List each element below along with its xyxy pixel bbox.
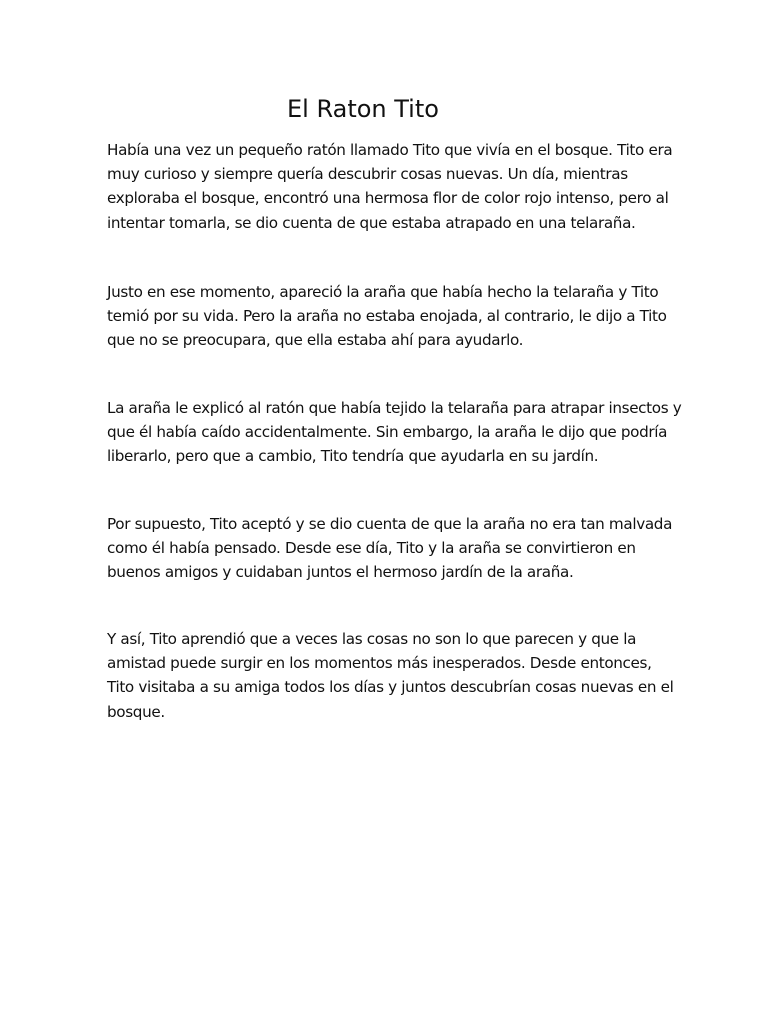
paragraph-line: Tito visitaba a su amiga todos los días y juntos descubrían cosas nuevas en el	[107, 678, 674, 697]
paragraph-line: que él había caído accidentalmente. Sin embargo, la araña le dijo que podría	[107, 423, 668, 442]
paragraph-line: temió por su vida. Pero la araña no estaba enojada, al contrario, le dijo a Tito	[107, 307, 667, 326]
paragraph-line: Había una vez un pequeño ratón llamado Tito que vivía en el bosque. Tito era	[107, 141, 673, 159]
paragraph-line: muy curioso y siempre quería descubrir cosas nuevas. Un día, mientras	[107, 165, 628, 184]
paragraph-line: intentar tomarla, se dio cuenta de que estaba atrapado en una telaraña.	[107, 213, 636, 232]
paragraph-line: buenos amigos y cuidaban juntos el hermoso jardín de la araña.	[107, 563, 574, 582]
paragraph-line: bosque.	[107, 702, 165, 721]
paragraph-line: Justo en ese momento, apareció la araña que había hecho la telaraña y Tito	[107, 283, 659, 301]
paragraph-2	[107, 280, 667, 353]
paragraph-line: como él había pensado. Desde ese día, Tito y la araña se convirtieron en	[107, 539, 636, 558]
paragraph-line: Por supuesto, Tito aceptó y se dio cuenta de que la araña no era tan malvada	[107, 515, 673, 533]
document-title: El Raton Tito	[287, 95, 439, 123]
paragraph-line: que no se preocupara, que ella estaba ahí para ayudarlo.	[107, 331, 524, 350]
paragraph-line: Y así, Tito aprendió que a veces las cosas no son lo que parecen y que la	[107, 630, 637, 648]
paragraph-1	[107, 138, 673, 235]
paragraph-line: liberarlo, pero que a cambio, Tito tendría que ayudarla en su jardín.	[107, 447, 599, 466]
paragraph-line: La araña le explicó al ratón que había tejido la telaraña para atrapar insectos y	[107, 399, 682, 417]
paragraph-line: exploraba el bosque, encontró una hermosa flor de color rojo intenso, pero al	[107, 189, 669, 208]
paragraph-3	[107, 396, 682, 469]
paragraph-4	[107, 512, 673, 585]
paragraph-5	[107, 627, 674, 724]
paragraph-line: amistad puede surgir en los momentos más inesperados. Desde entonces,	[107, 654, 652, 673]
